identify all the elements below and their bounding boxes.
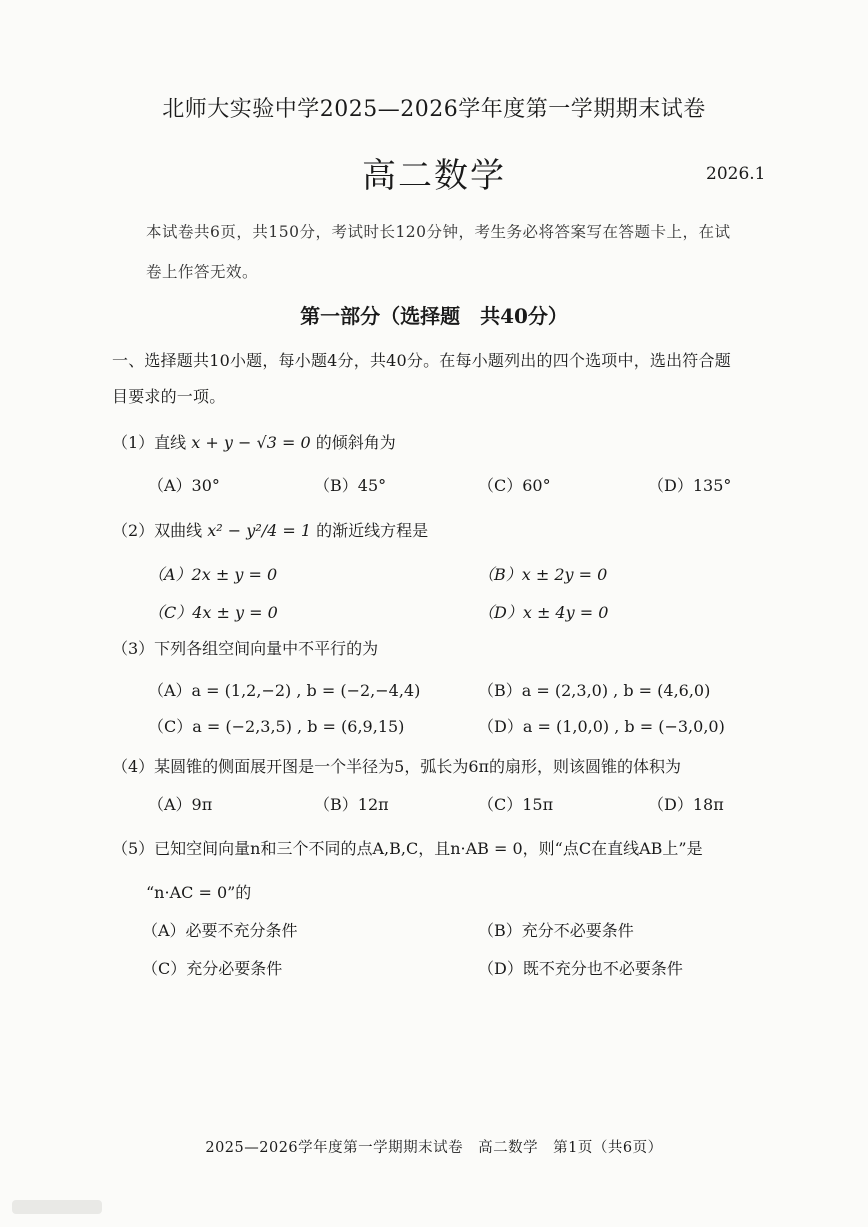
school-exam-title: 北师大实验中学2025—2026学年度第一学期期末试卷 — [162, 97, 706, 122]
question-5-stem-line-1: （5）已知空间向量n和三个不同的点A,B,C，且n·AB = 0，则“点C在直线AB上”是 — [112, 839, 703, 858]
subject-title: 高二数学 — [362, 156, 506, 196]
question-1-prefix: （1）直线 — [112, 433, 187, 452]
question-1-suffix: 的倾斜角为 — [315, 433, 396, 452]
part-one-title: 第一部分（选择题 共40分） — [300, 304, 568, 328]
question-3-option-d: （D）a = (1,0,0) , b = (−3,0,0) — [478, 717, 725, 736]
question-1-option-c: （C）60° — [478, 476, 551, 495]
question-5-option-b: （B）充分不必要条件 — [478, 921, 634, 940]
question-2-option-d: （D）x ± 4y = 0 — [478, 603, 609, 622]
scan-smudge — [12, 1200, 102, 1214]
question-3-option-b: （B）a = (2,3,0) , b = (4,6,0) — [478, 681, 711, 700]
question-2-suffix: 的渐近线方程是 — [316, 521, 429, 540]
question-2-prefix: （2）双曲线 — [112, 521, 203, 540]
question-1-stem — [112, 430, 396, 453]
question-1-equation: x + y − √3 = 0 — [191, 433, 311, 452]
question-1-option-a: （A）30° — [148, 476, 220, 495]
question-1-option-d: （D）135° — [648, 476, 732, 495]
question-4-stem: （4）某圆锥的侧面展开图是一个半径为5，弧长为6π的扇形，则该圆锥的体积为 — [112, 757, 682, 776]
question-2-option-a: （A）2x ± y = 0 — [148, 565, 278, 584]
question-5-option-c: （C）充分必要条件 — [142, 959, 283, 978]
question-4-option-b: （B）12π — [314, 795, 389, 814]
section-instruction-line-1: 一、选择题共10小题，每小题4分，共40分。在每小题列出的四个选项中，选出符合题 — [112, 351, 731, 370]
question-3-stem: （3）下列各组空间向量中不平行的为 — [112, 639, 379, 658]
question-4-option-c: （C）15π — [478, 795, 554, 814]
question-4-option-a: （A）9π — [148, 795, 213, 814]
page-footer: 2025—2026学年度第一学期期末试卷 高二数学 第1页（共6页） — [205, 1140, 663, 1156]
question-3-option-c: （C）a = (−2,3,5) , b = (6,9,15) — [148, 717, 405, 736]
question-2-option-b: （B）x ± 2y = 0 — [478, 565, 608, 584]
question-5-option-d: （D）既不充分也不必要条件 — [478, 959, 683, 978]
question-2-stem — [112, 518, 428, 541]
question-2-equation: x² − y²/4 = 1 — [207, 521, 312, 540]
question-1-option-b: （B）45° — [314, 476, 387, 495]
question-4-option-d: （D）18π — [648, 795, 724, 814]
question-2-option-c: （C）4x ± y = 0 — [148, 603, 278, 622]
question-5-stem-line-2: “n·AC = 0”的 — [146, 883, 252, 902]
section-instruction-line-2: 目要求的一项。 — [112, 387, 226, 406]
exam-date: 2026.1 — [706, 164, 766, 184]
exam-notice-line-2: 卷上作答无效。 — [146, 263, 259, 281]
question-3-option-a: （A）a = (1,2,−2) , b = (−2,−4,4) — [148, 681, 421, 700]
question-5-option-a: （A）必要不充分条件 — [142, 921, 298, 940]
exam-notice-line-1: 本试卷共6页，共150分，考试时长120分钟，考生务必将答案写在答题卡上，在试 — [146, 223, 731, 241]
